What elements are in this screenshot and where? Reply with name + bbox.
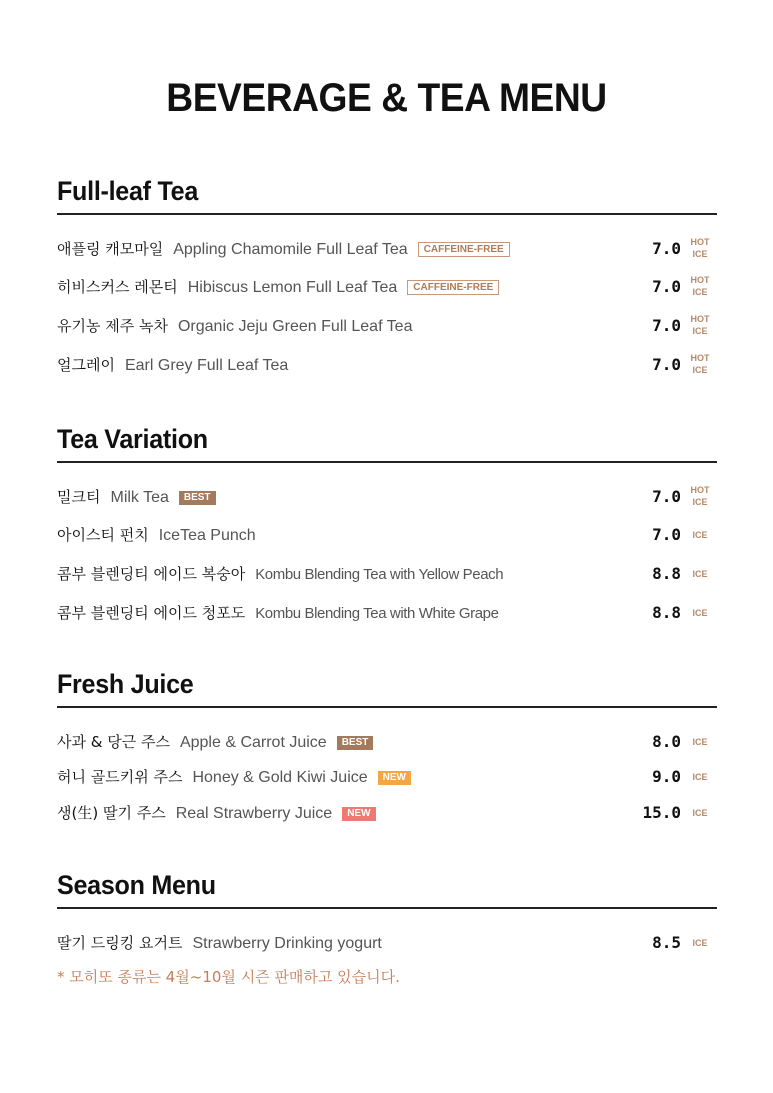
- ice-label: ICE: [692, 772, 708, 782]
- item-name-en: Kombu Blending Tea with Yellow Peach: [255, 566, 504, 583]
- menu-item: [57, 765, 717, 789]
- hot-label: HOT: [690, 353, 710, 363]
- ice-label: ICE: [692, 249, 708, 259]
- item-name-en: Milk Tea: [110, 489, 169, 506]
- item-name-kr: 얼그레이: [57, 356, 115, 374]
- best-badge: BEST: [179, 491, 216, 505]
- item-name-kr: 콤부 블렌딩티 에이드 복숭아: [57, 565, 246, 583]
- item-price: 7.0: [652, 355, 681, 374]
- item-name-en: Honey & Gold Kiwi Juice: [192, 769, 368, 786]
- item-name-en: Organic Jeju Green Full Leaf Tea: [177, 318, 413, 335]
- ice-label: ICE: [692, 737, 708, 747]
- section-title: Season Menu: [57, 870, 216, 900]
- item-name-en: Real Strawberry Juice: [175, 805, 333, 822]
- section-season-menu: [57, 868, 717, 909]
- section-divider: [57, 213, 717, 215]
- ice-label: ICE: [692, 365, 708, 375]
- item-price: 7.0: [652, 316, 681, 335]
- item-price: 9.0: [652, 767, 681, 786]
- section-tea-variation: [57, 422, 717, 463]
- section-full-leaf-tea: [57, 174, 717, 215]
- item-name-en: IceTea Punch: [158, 527, 256, 544]
- section-divider: [57, 461, 717, 463]
- item-name-kr: 허니 골드키위 주스: [57, 768, 183, 786]
- hot-label: HOT: [690, 237, 710, 247]
- item-price: 8.8: [652, 603, 681, 622]
- item-name-en: Kombu Blending Tea with White Grape: [255, 605, 499, 622]
- item-name-kr: 애플링 캐모마일: [57, 240, 164, 258]
- ice-label: ICE: [692, 938, 708, 948]
- section-title: Fresh Juice: [57, 669, 194, 699]
- section-title: Tea Variation: [57, 424, 208, 454]
- hot-label: HOT: [690, 275, 710, 285]
- item-name-en: Hibiscus Lemon Full Leaf Tea: [187, 279, 398, 296]
- new-badge: NEW: [342, 807, 375, 821]
- item-name-en: Apple & Carrot Juice: [179, 734, 327, 751]
- page-title: BEVERAGE & TEA MENU: [166, 76, 607, 120]
- ice-label: ICE: [692, 608, 708, 618]
- menu-item: [57, 562, 717, 586]
- ice-label: ICE: [692, 808, 708, 818]
- item-name-kr: 밀크티: [57, 488, 101, 506]
- item-price: 7.0: [652, 487, 681, 506]
- item-name-kr: 콤부 블렌딩티 에이드 청포도: [57, 604, 246, 622]
- new-badge: NEW: [378, 771, 411, 785]
- ice-label: ICE: [692, 530, 708, 540]
- item-price: 15.0: [642, 803, 681, 822]
- section-title: Full-leaf Tea: [57, 176, 199, 206]
- temp-options: [687, 352, 713, 376]
- menu-item: [57, 801, 717, 825]
- menu-item: [57, 523, 717, 547]
- caffeine-free-badge: CAFFEINE-FREE: [407, 280, 499, 295]
- item-name-kr: 히비스커스 레몬티: [57, 278, 178, 296]
- item-price: 7.0: [652, 277, 681, 296]
- ice-label: ICE: [692, 569, 708, 579]
- menu-item: [57, 275, 717, 299]
- menu-item: [57, 931, 717, 955]
- ice-label: ICE: [692, 287, 708, 297]
- season-note: * 모히또 종류는 4월~10월 시즌 판매하고 있습니다.: [57, 968, 400, 986]
- item-price: 8.8: [652, 564, 681, 583]
- item-name-en: Appling Chamomile Full Leaf Tea: [173, 241, 408, 258]
- temp-options: [687, 313, 713, 337]
- temp-options: [687, 236, 713, 260]
- temp-options: [687, 274, 713, 298]
- ice-label: ICE: [692, 326, 708, 336]
- section-divider: [57, 907, 717, 909]
- item-name-kr: 딸기 드링킹 요거트: [57, 934, 183, 952]
- menu-item: [57, 730, 717, 754]
- menu-item: [57, 237, 717, 261]
- menu-item: [57, 314, 717, 338]
- menu-item: [57, 485, 717, 509]
- menu-item: [57, 601, 717, 625]
- item-price: 7.0: [652, 525, 681, 544]
- section-fresh-juice: [57, 667, 717, 708]
- item-name-kr: 생(生) 딸기 주스: [57, 804, 166, 822]
- item-name-kr: 아이스티 펀치: [57, 526, 149, 544]
- menu-item: [57, 353, 717, 377]
- ice-label: ICE: [692, 497, 708, 507]
- item-price: 7.0: [652, 239, 681, 258]
- hot-label: HOT: [690, 485, 710, 495]
- item-name-kr: 유기농 제주 녹차: [57, 317, 168, 335]
- item-price: 8.0: [652, 732, 681, 751]
- temp-options: [687, 484, 713, 508]
- item-name-kr: 사과 & 당근 주스: [57, 733, 170, 751]
- best-badge: BEST: [337, 736, 374, 750]
- caffeine-free-badge: CAFFEINE-FREE: [418, 242, 510, 257]
- item-name-en: Earl Grey Full Leaf Tea: [124, 357, 289, 374]
- section-divider: [57, 706, 717, 708]
- item-price: 8.5: [652, 933, 681, 952]
- hot-label: HOT: [690, 314, 710, 324]
- item-name-en: Strawberry Drinking yogurt: [192, 935, 382, 952]
